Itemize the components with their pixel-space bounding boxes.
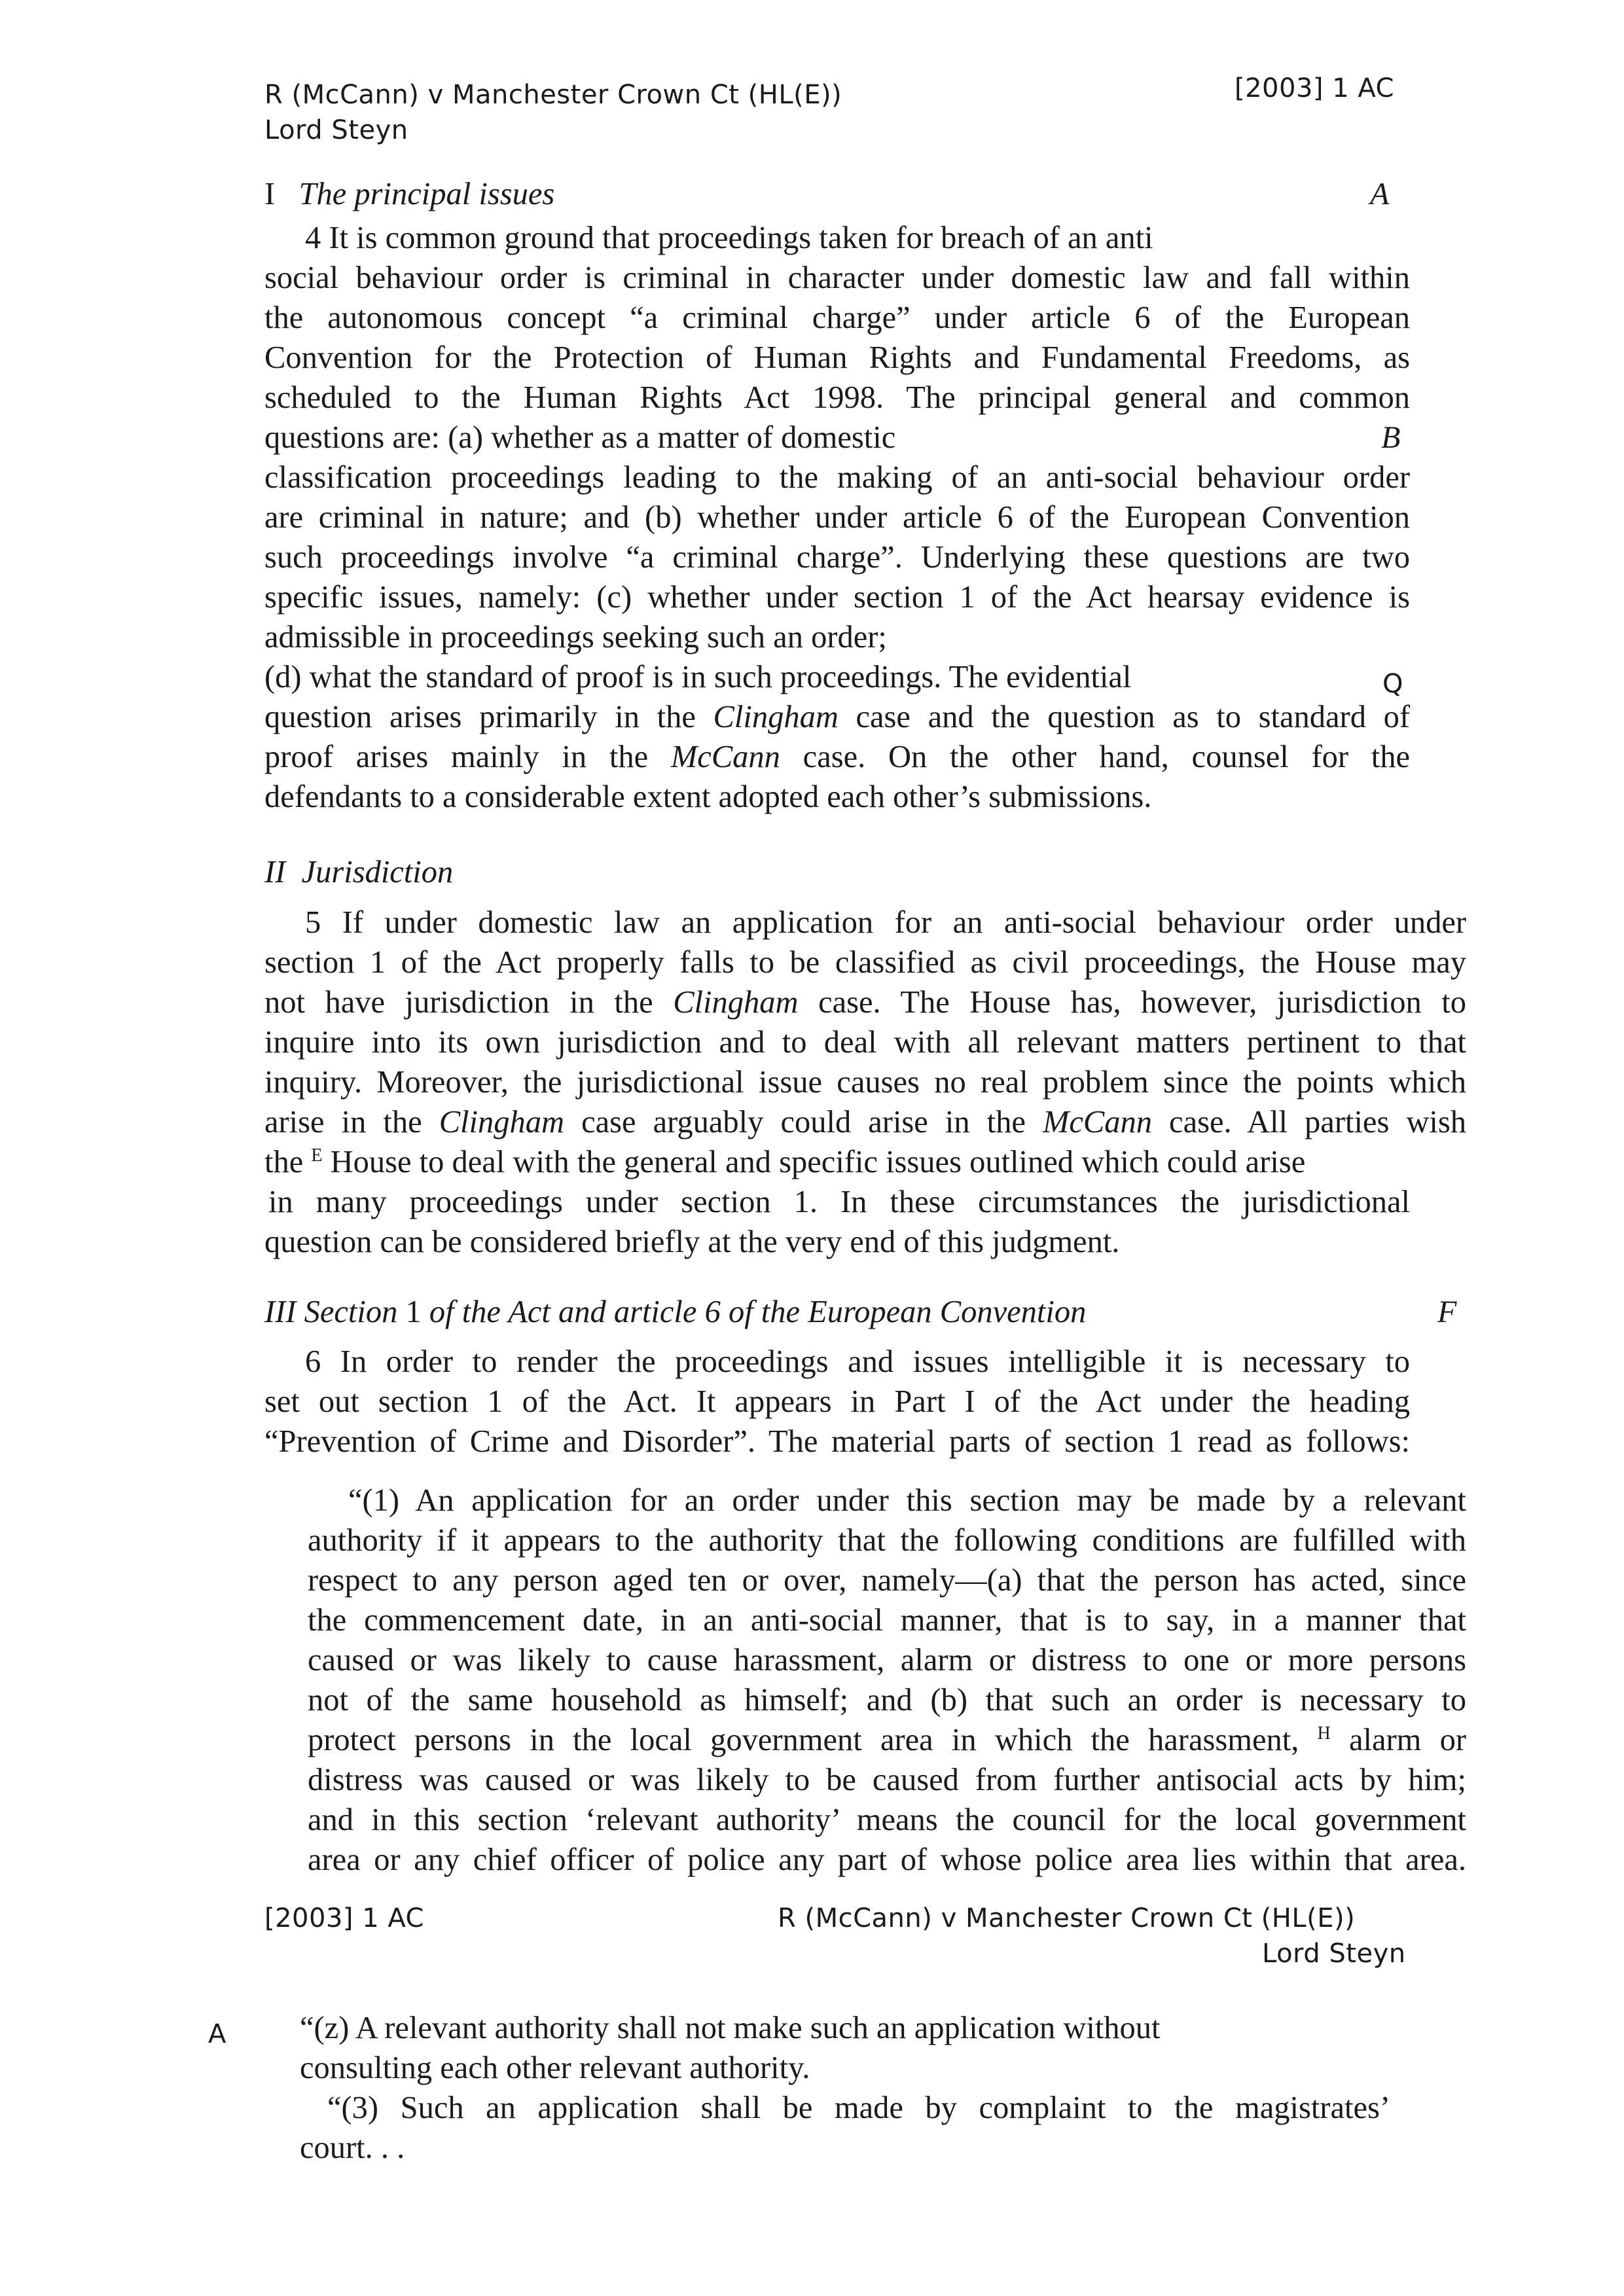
statutory-quote-subsections [300, 2008, 1413, 2168]
text-run: 6 [704, 1295, 721, 1329]
margin-letter-h: H [1317, 1723, 1331, 1744]
running-header-judge: Lord Steyn [1262, 1939, 1406, 1969]
text-run: protect persons in the local government area in which the harassment, [308, 1723, 1318, 1757]
text-run: case. The House has, however, jurisdiction to [798, 985, 1466, 1020]
text-line: 5 If under domestic law an application for an anti-social behaviour order under [305, 905, 1466, 940]
text-line: inquire into its own jurisdiction and to deal with all relevant matters pertinent to that [264, 1025, 1466, 1060]
text-line [264, 737, 1410, 777]
text-line: admissible in proceedings seeking such an order; [264, 620, 887, 655]
text-line: section 1 of the Act properly falls to be classified as civil proceedings, the House may [264, 945, 1466, 980]
text-line: “Prevention of Crime and Disorder”. The material parts of section 1 read as follows: [264, 1424, 1410, 1459]
section-title: Jurisdiction [301, 855, 454, 889]
text-line: and in this section ‘relevant authority’ means the council for the local government [308, 1803, 1466, 1837]
paragraph-5 [264, 903, 1466, 1262]
text-line: inquiry. Moreover, the jurisdictional issue causes no real problem since the points which [264, 1065, 1466, 1100]
running-header-judge: Lord Steyn [264, 115, 408, 145]
text-line: distress was caused or was likely to be caused from further antisocial acts by him; [308, 1763, 1466, 1797]
running-header-case-title: R (McCann) v Manchester Crown Ct (HL(E)) [778, 1903, 1356, 1933]
case-name: Clingham [713, 700, 839, 734]
text-run: 1 [405, 1295, 422, 1329]
text-line: (d) what the standard of proof is in such proceedings. The evidential [264, 660, 1132, 694]
case-name: McCann [670, 740, 780, 774]
text-line: set out section 1 of the Act. It appears in Part I of the Act under the heading [264, 1384, 1410, 1419]
margin-letter-a: A [208, 2019, 226, 2049]
section-number: II [264, 855, 286, 889]
text-line: “(3) Such an application shall be made by complaint to the magistrates’ [327, 2090, 1390, 2125]
text-line: consulting each other relevant authority. [300, 2051, 810, 2085]
margin-letter-f: F [1437, 1295, 1457, 1329]
text-run: case. All parties wish [1152, 1105, 1467, 1139]
text-line [308, 1720, 1466, 1760]
text-line: area or any chief officer of police any part of whose police area lies within that area. [308, 1842, 1466, 1877]
text-line: scheduled to the Human Rights Act 1998. The principal general and common [264, 380, 1410, 415]
section-title: The principal issues [298, 177, 555, 211]
text-line: are criminal in nature; and (b) whether under article 6 of the European Convention [264, 500, 1410, 535]
text-run: case arguably could arise in the [564, 1105, 1043, 1139]
text-line: such proceedings involve “a criminal charge”. Underlying these questions are two [264, 540, 1410, 575]
section-heading-jurisdiction [264, 852, 453, 892]
text-line [264, 1102, 1466, 1142]
case-name: McCann [1042, 1105, 1152, 1139]
text-run: question arises primarily in the [264, 700, 713, 734]
text-line: specific issues, namely: (c) whether under section 1 of the Act hearsay evidence is [264, 580, 1410, 615]
text-line: questions are: (a) whether as a matter of domestic [264, 420, 896, 455]
text-line [264, 982, 1466, 1022]
running-header-case-title: R (McCann) v Manchester Crown Ct (HL(E)) [264, 80, 842, 110]
margin-letter-q: Q [1382, 669, 1403, 699]
text-run: case. On the other hand, counsel for the [780, 740, 1410, 774]
margin-letter-e: E [311, 1145, 323, 1166]
text-line: caused or was likely to cause harassment, alarm or distress to one or more persons [308, 1643, 1466, 1677]
text-line: social behaviour order is criminal in character under domestic law and fall within [264, 260, 1410, 295]
text-line: “(1) An application for an order under this section may be made by a relevant [348, 1483, 1466, 1518]
text-line: classification proceedings leading to the making of an anti-social behaviour order [264, 460, 1410, 495]
text-run: of the European Convention [720, 1295, 1087, 1329]
text-line: authority if it appears to the authority that the following conditions are fulfilled with [308, 1523, 1466, 1558]
text-line: 6 In order to render the proceedings and issues intelligible it is necessary to [305, 1344, 1410, 1379]
running-header-citation: [2003] 1 AC [264, 1903, 424, 1933]
text-run: proof arises mainly in the [264, 740, 671, 774]
section-heading-principal-issues [264, 174, 554, 214]
text-line: court. . . [300, 2130, 405, 2165]
text-run: not have jurisdiction in the [264, 985, 674, 1020]
text-line: respect to any person aged ten or over, namely—(a) that the person has acted, since [308, 1563, 1466, 1598]
text-line [264, 697, 1410, 737]
section-number: I [264, 177, 276, 211]
text-run: the [264, 1145, 312, 1179]
text-line: in many proceedings under section 1. In these circumstances the jurisdictional [268, 1185, 1410, 1219]
text-line [264, 1142, 1410, 1182]
margin-letter-a: A [1370, 177, 1390, 211]
text-line: 4 It is common ground that proceedings taken for breach of an anti [305, 221, 1153, 255]
text-run: Section [296, 1295, 406, 1329]
text-line: question can be considered briefly at the very end of this judgment. [264, 1225, 1120, 1259]
text-line: “(z) A relevant authority shall not make such an application without [300, 2011, 1161, 2045]
margin-letter-b: B [1381, 420, 1401, 455]
text-run: of the Act and article [421, 1295, 705, 1329]
running-header-citation: [2003] 1 AC [1235, 73, 1394, 103]
text-run: case and the question as to standard of [838, 700, 1410, 734]
case-name: Clingham [673, 985, 799, 1020]
text-line: the commencement date, in an anti-social manner, that is to say, in a manner that [308, 1603, 1466, 1638]
statutory-quote-section-1 [308, 1480, 1466, 1880]
text-run: House to deal with the general and specific issues outlined which could arise [322, 1145, 1306, 1179]
text-line: the autonomous concept “a criminal charge” under article 6 of the European [264, 300, 1410, 335]
text-run: alarm or [1330, 1723, 1466, 1757]
text-line: not of the same household as himself; and (b) that such an order is necessary to [308, 1683, 1466, 1717]
text-line: defendants to a considerable extent adopted each other’s submissions. [264, 780, 1152, 814]
text-run: arise in the [264, 1105, 439, 1139]
section-number: III [264, 1295, 297, 1329]
case-name: Clingham [439, 1105, 565, 1139]
paragraph-6 [264, 1342, 1410, 1462]
section-heading-section-1-article-6 [264, 1292, 1086, 1332]
text-line: Convention for the Protection of Human Rights and Fundamental Freedoms, as [264, 340, 1410, 375]
paragraph-4 [264, 218, 1410, 817]
